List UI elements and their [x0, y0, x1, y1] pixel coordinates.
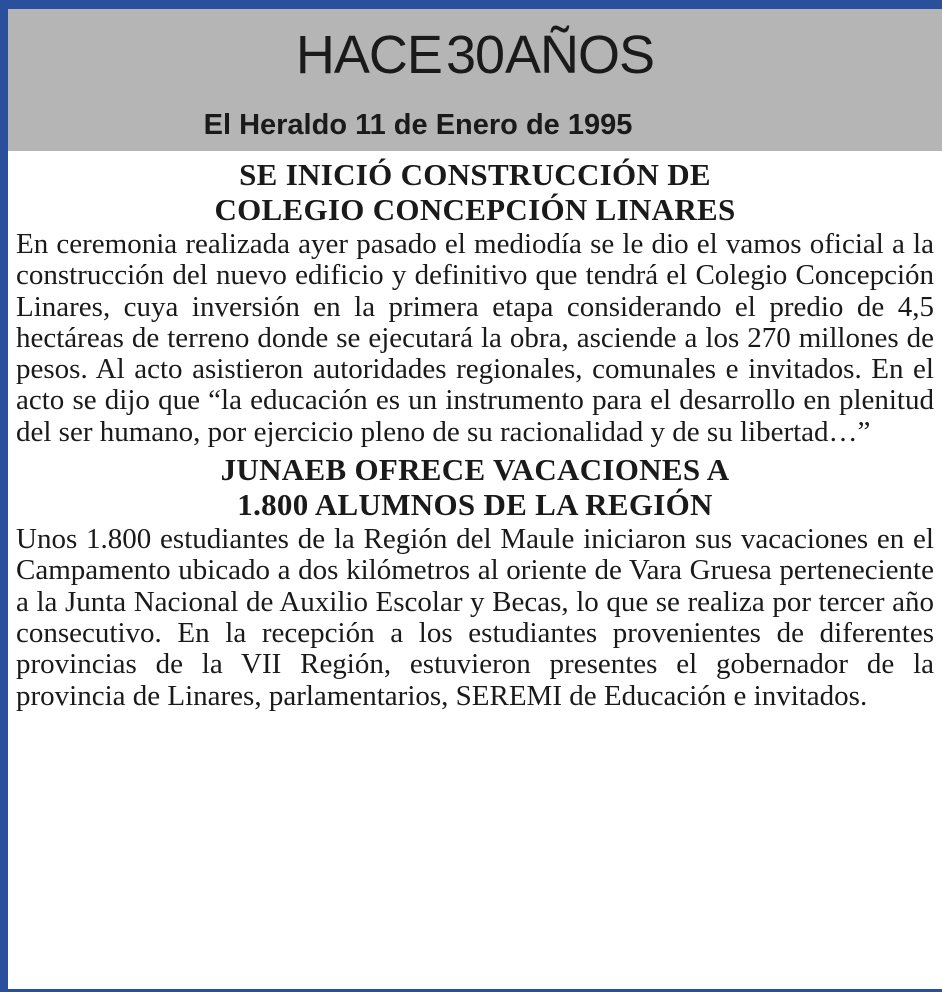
article-headline [16, 452, 934, 522]
source-date-line: El Heraldo 11 de Enero de 1995 [203, 109, 633, 141]
article-junaeb-vacations [16, 452, 934, 712]
column-title: HACE 30 AÑOS [295, 25, 655, 85]
headline-line-2: COLEGIO CONCEPCIÓN LINARES [214, 192, 736, 227]
article-headline [16, 157, 934, 227]
headline-line-2: 1.800 ALUMNOS DE LA REGIÓN [237, 487, 713, 523]
articles-area [16, 157, 934, 712]
article-body: En ceremonia realizada ayer pasado el mediodía se le dio el vamos oficial a la construcción del nuevo edificio y definitivo que tendrá el Colegio Concepción Linares, cuya inversión en la primera etapa considerando el predio de 4,5 hectáreas de terreno donde se ejecutará la obra, asciende a los 270 millones de pesos. Al acto asistieron autoridades regionales, comunales e invitados. En el acto se dijo que “la educación es un instrumento para el desarrollo en plenitud del ser humano, por ejercicio pleno de su racionalidad y de su libertad…” [16, 228, 934, 448]
article-body: Unos 1.800 estudiantes de la Región del Maule iniciaron sus vacaciones en el Campamento ubicado a dos kilómetros al oriente de Vara Gruesa perteneciente a la Junta Nacional de Auxilio Escolar y Becas, lo que se realiza por tercer año consecutivo. En la recepción a los estudiantes provenientes de diferentes provincias de la VII Región, estuvieron presentes el gobernador de la provincia de Linares, parlamentarios, SEREMI de Educación e invitados. [16, 523, 934, 712]
headline-line-1: JUNAEB OFRECE VACACIONES A [220, 452, 730, 488]
headline-line-1: SE INICIÓ CONSTRUCCIÓN DE [239, 157, 711, 192]
article-school-construction [16, 157, 934, 448]
column-header [8, 9, 942, 151]
